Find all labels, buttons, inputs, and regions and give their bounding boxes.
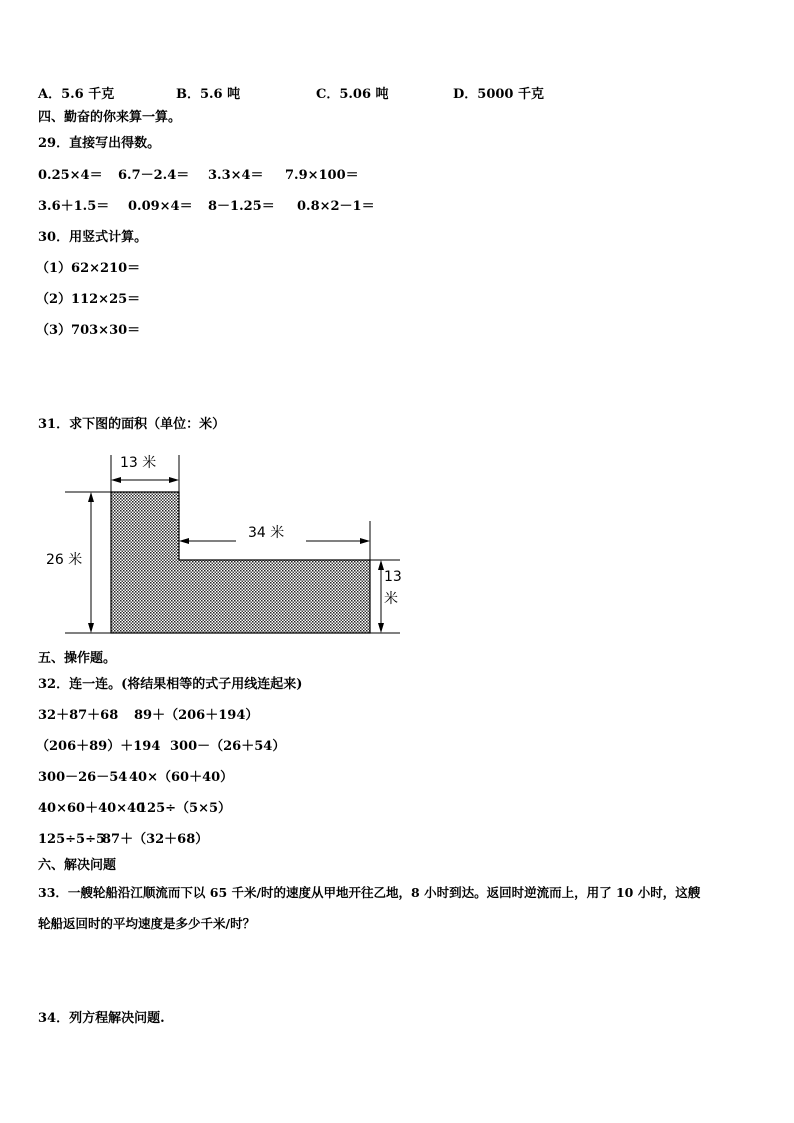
q32-row1-left: 32＋87＋68 xyxy=(38,708,119,723)
area-figure xyxy=(0,440,420,645)
section-6-heading: 六、解决问题 xyxy=(38,858,117,873)
q32-row2-left: （206＋89）＋194 xyxy=(36,739,161,754)
l-shape xyxy=(111,492,370,633)
option-c: C．5.06 吨 xyxy=(316,87,389,102)
q32-row5-left: 125÷5÷5 xyxy=(38,832,106,847)
q33-line-2: 轮船返回时的平均速度是多少千米/时？ xyxy=(38,916,256,931)
option-a: A．5.6 千克 xyxy=(38,87,115,102)
q32-row2-right: 300－（26＋54） xyxy=(170,739,286,754)
q30-item-2: （2）112×25＝ xyxy=(36,292,141,307)
section-5-heading: 五、操作题。 xyxy=(38,651,117,666)
q31-title: 31．求下图的面积（单位：米） xyxy=(38,417,226,432)
q32-row4-left: 40×60＋40×40 xyxy=(38,801,146,816)
section-4-heading: 四、勤奋的你来算一算。 xyxy=(38,110,182,125)
q32-row5-right: 87＋（32＋68） xyxy=(102,832,209,847)
dim-middle-label: 34 米 xyxy=(248,525,285,541)
q29-r1-c4: 7.9×100＝ xyxy=(285,168,359,183)
q32-row1-right: 89＋（206＋194） xyxy=(134,708,259,723)
q29-r2-c4: 0.8×2－1＝ xyxy=(297,199,375,214)
q33-line-1: 33．一艘轮船沿江顺流而下以 65 千米/时的速度从甲地开往乙地，8 小时到达。返回时逆流而上，用了 10 小时，这艘 xyxy=(38,885,701,900)
q30-item-1: （1）62×210＝ xyxy=(36,261,141,276)
q29-r2-c1: 3.6＋1.5＝ xyxy=(38,199,110,214)
q29-r1-c1: 0.25×4＝ xyxy=(38,168,103,183)
q30-title: 30．用竖式计算。 xyxy=(38,230,148,245)
q29-r2-c2: 0.09×4＝ xyxy=(128,199,193,214)
q29-r2-c3: 8－1.25＝ xyxy=(208,199,275,214)
q34-title: 34．列方程解决问题. xyxy=(38,1011,165,1026)
q32-row3-left: 300－26－54 xyxy=(38,770,128,785)
dim-right-unit: 米 xyxy=(384,591,398,607)
q32-title: 32．连一连。(将结果相等的式子用线连起来) xyxy=(38,677,303,692)
q29-title: 29．直接写出得数。 xyxy=(38,136,161,151)
option-d: D．5000 千克 xyxy=(453,87,544,102)
dim-right-number: 13 xyxy=(384,569,402,585)
q29-r1-c3: 3.3×4＝ xyxy=(208,168,264,183)
q32-row3-right: 40×（60＋40） xyxy=(129,770,234,785)
option-b: B．5.6 吨 xyxy=(176,87,241,102)
q29-r1-c2: 6.7－2.4＝ xyxy=(118,168,190,183)
q30-item-3: （3）703×30＝ xyxy=(36,323,141,338)
dim-top-label: 13 米 xyxy=(120,455,157,471)
q32-row4-right: 125÷（5×5） xyxy=(138,801,232,816)
dim-left-label: 26 米 xyxy=(46,552,83,568)
